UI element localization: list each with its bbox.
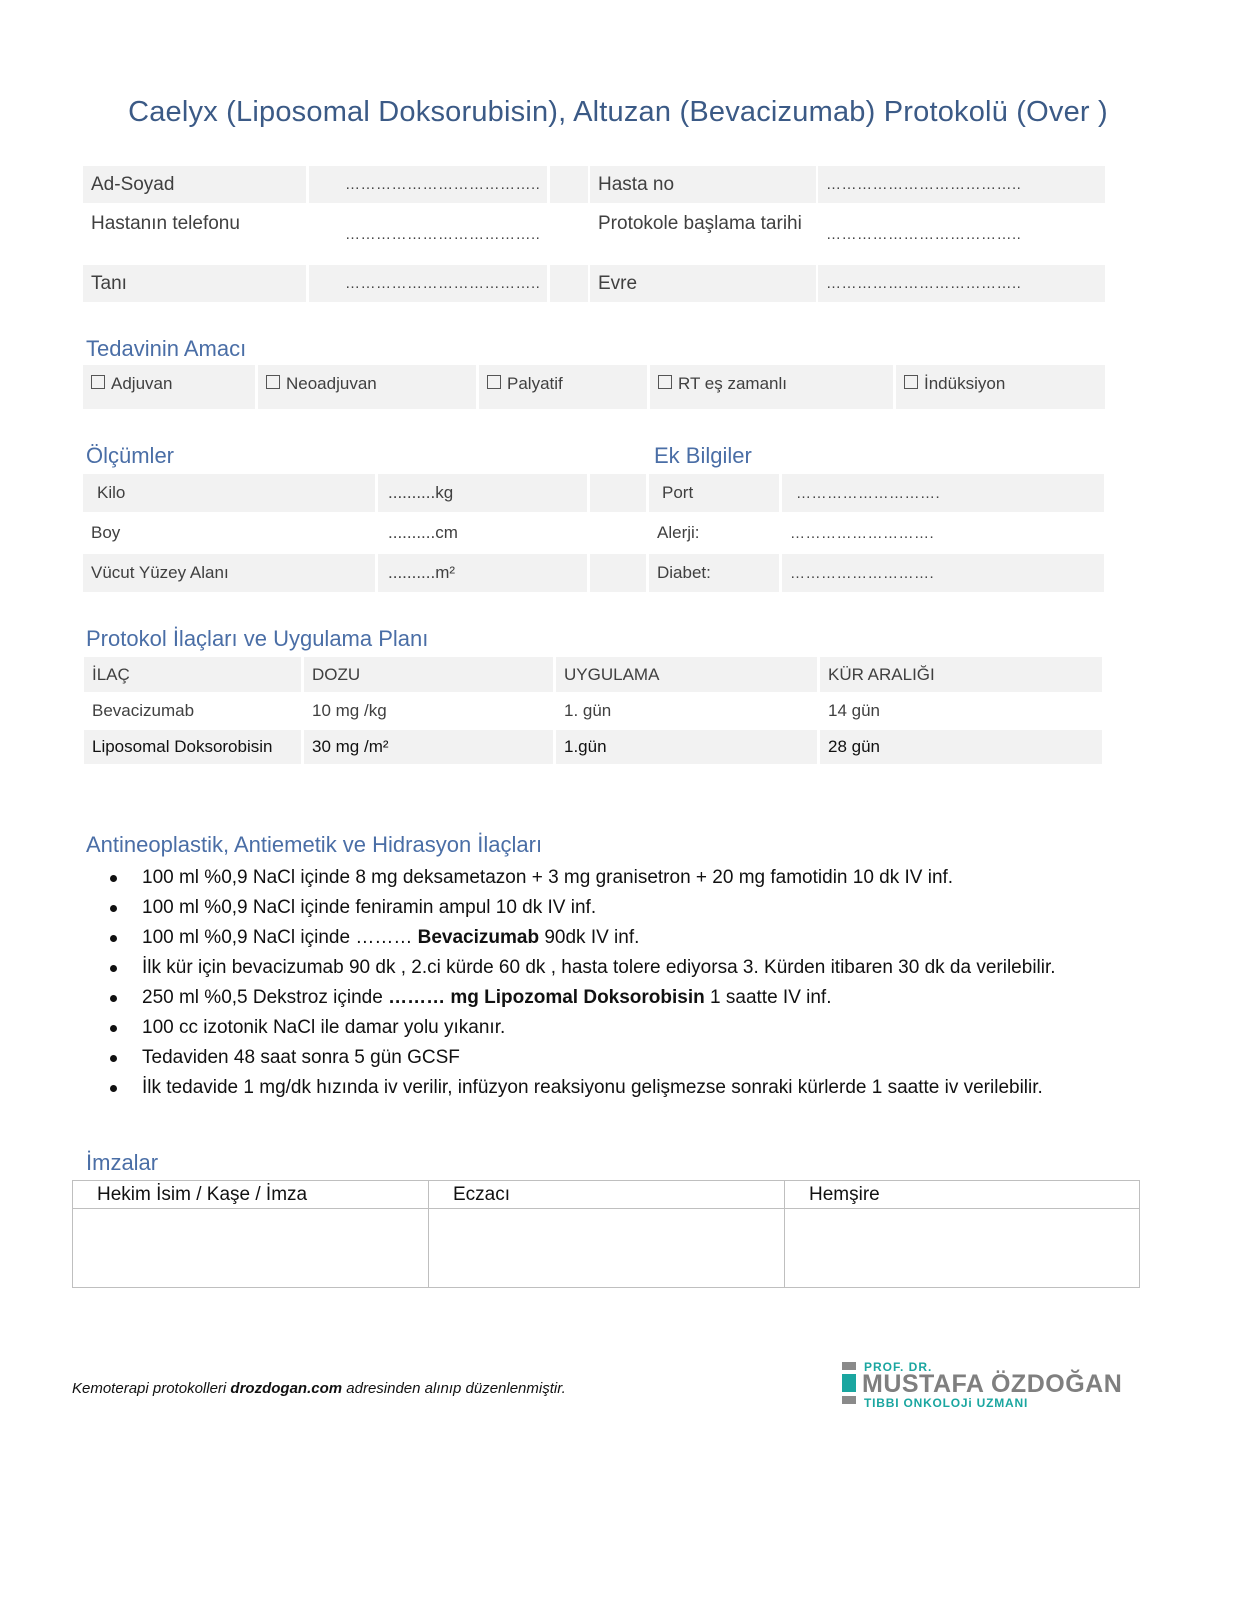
purpose-heading: Tedavinin Amacı	[86, 336, 247, 361]
bullet-icon	[110, 905, 117, 912]
name-placeholder: ………………………………..	[345, 176, 541, 193]
drug-cycle: 28 gün	[820, 730, 1102, 764]
logo-bar-icon	[842, 1396, 856, 1404]
checkbox-icon[interactable]	[266, 375, 280, 389]
drug-dose: 10 mg /kg	[304, 694, 553, 728]
bullet-icon	[110, 935, 117, 942]
height-label: Boy	[83, 514, 375, 552]
diagnosis-placeholder: ………………………………..	[345, 275, 541, 292]
checkbox-icon[interactable]	[487, 375, 501, 389]
name-label: Ad-Soyad	[83, 166, 306, 203]
name-field[interactable]	[309, 166, 547, 203]
measurements-heading: Ölçümler	[86, 443, 175, 468]
option-label: İndüksiyon	[924, 374, 1006, 393]
drug-dose: 30 mg /m²	[304, 730, 553, 764]
option-label: Adjuvan	[111, 374, 173, 393]
allergy-value[interactable]	[782, 514, 1104, 552]
allergy-label: Alerji:	[649, 514, 779, 552]
bullet-icon	[110, 965, 117, 972]
logo-line1: PROF. DR.	[864, 1360, 933, 1374]
bsa-label: Vücut Yüzey Alanı	[83, 554, 375, 592]
drug-name: Liposomal Doksorobisin	[84, 730, 301, 764]
premed-list	[100, 864, 1110, 1104]
allergy-placeholder: ……………………….	[790, 524, 935, 542]
height-value[interactable]: ..........cm	[378, 514, 587, 552]
option-rt[interactable]	[650, 365, 893, 409]
option-label: RT eş zamanlı	[678, 374, 787, 393]
sig-doctor[interactable]	[73, 1181, 429, 1287]
bullet-icon	[110, 1025, 117, 1032]
bsa-value[interactable]: ..........m²	[378, 554, 587, 592]
list-item	[100, 954, 1110, 984]
sig-doctor-label: Hekim İsim / Kaşe / İmza	[73, 1181, 428, 1209]
logo-bar-icon	[842, 1362, 856, 1370]
item-text: 250 ml %0,5 Dekstroz içinde	[142, 987, 389, 1008]
drugs-heading: Protokol İlaçları ve Uygulama Planı	[86, 626, 429, 651]
col-cycle: KÜR ARALIĞI	[820, 657, 1102, 692]
footer-note	[72, 1380, 566, 1397]
diabetes-value[interactable]	[782, 554, 1104, 592]
option-adjuvan[interactable]	[83, 365, 255, 409]
list-item	[100, 894, 1110, 924]
option-label: Neoadjuvan	[286, 374, 377, 393]
signatures-heading: İmzalar	[86, 1150, 159, 1175]
option-label: Palyatif	[507, 374, 563, 393]
list-item	[100, 1014, 1110, 1044]
bullet-icon	[110, 995, 117, 1002]
diagnosis-label: Tanı	[83, 265, 306, 302]
port-value[interactable]	[782, 474, 1104, 512]
logo-line3: TIBBI ONKOLOJi UZMANI	[864, 1396, 1029, 1410]
checkbox-icon[interactable]	[658, 375, 672, 389]
list-item	[100, 1044, 1110, 1074]
signatures-table	[72, 1180, 1140, 1288]
item-text: İlk kür için bevacizumab 90 dk , 2.ci kürde 60 dk , hasta tolere ediyorsa 3. Kürden itibaren 30 dk da verilebilir.	[142, 957, 1056, 978]
option-palyatif[interactable]	[479, 365, 647, 409]
extra-heading: Ek Bilgiler	[654, 443, 752, 468]
logo-mark-icon	[842, 1374, 856, 1392]
item-text: 90dk IV inf.	[539, 927, 640, 948]
checkbox-icon[interactable]	[904, 375, 918, 389]
footer-text: adresinden alınıp düzenlenmiştir.	[342, 1380, 566, 1397]
item-text: 100 cc izotonik NaCl ile damar yolu yıkanır.	[142, 1017, 506, 1038]
bullet-icon	[110, 875, 117, 882]
logo-line2: MUSTAFA ÖZDOĞAN	[862, 1370, 1123, 1398]
phone-label: Hastanın telefonu	[83, 205, 306, 245]
diabetes-label: Diabet:	[649, 554, 779, 592]
item-bold: Bevacizumab	[417, 927, 540, 948]
col-dose: DOZU	[304, 657, 553, 692]
start-date-field[interactable]	[818, 205, 1105, 245]
start-date-label: Protokole başlama tarihi	[590, 205, 816, 245]
stage-label: Evre	[590, 265, 816, 302]
item-text: İlk tedavide 1 mg/dk hızında iv verilir, infüzyon reaksiyonu gelişmezse sonraki kürlerde 1 saatte iv verilebilir.	[142, 1077, 1043, 1098]
logo	[840, 1360, 1136, 1410]
col-drug: İLAÇ	[84, 657, 301, 692]
bullet-icon	[110, 1055, 117, 1062]
item-text: 100 ml %0,9 NaCl içinde 8 mg deksametazon + 3 mg granisetron + 20 mg famotidin 10 dk IV inf.	[142, 867, 954, 888]
drug-admin: 1. gün	[556, 694, 817, 728]
sig-pharmacist[interactable]	[429, 1181, 785, 1287]
footer-text: Kemoterapi protokolleri	[72, 1380, 231, 1397]
checkbox-icon[interactable]	[91, 375, 105, 389]
page-title: Caelyx (Liposomal Doksorubisin), Altuzan (Bevacizumab) Protokolü (Over )	[128, 96, 1108, 128]
sig-pharmacist-label: Eczacı	[429, 1181, 784, 1209]
drug-cycle: 14 gün	[820, 694, 1102, 728]
diabetes-placeholder: ……………………….	[790, 564, 935, 582]
item-text: 100 ml %0,9 NaCl içinde feniramin ampul 10 dk IV inf.	[142, 897, 597, 918]
premed-heading: Antineoplastik, Antiemetik ve Hidrasyon İlaçları	[86, 832, 543, 857]
list-item	[100, 1074, 1110, 1104]
item-text: Tedaviden 48 saat sonra 5 gün GCSF	[142, 1047, 460, 1068]
spacer-cell	[590, 554, 646, 592]
col-admin: UYGULAMA	[556, 657, 817, 692]
start-date-placeholder: ………………………………..	[826, 226, 1022, 243]
item-text: 1 saatte IV inf.	[704, 987, 832, 1008]
option-neoadjuvan[interactable]	[258, 365, 476, 409]
stage-placeholder: ………………………………..	[826, 275, 1022, 292]
sig-nurse-label: Hemşire	[785, 1181, 1139, 1209]
patient-no-field[interactable]	[818, 166, 1105, 203]
bullet-icon	[110, 1085, 117, 1092]
spacer-cell	[550, 166, 588, 203]
phone-placeholder: ………………………………..	[345, 226, 541, 243]
list-item	[100, 984, 1110, 1014]
stage-field[interactable]	[818, 265, 1105, 302]
weight-label: Kilo	[83, 474, 375, 512]
phone-field[interactable]	[309, 205, 547, 245]
sig-nurse[interactable]	[785, 1181, 1139, 1287]
spacer-cell	[550, 265, 588, 302]
spacer-cell	[590, 474, 646, 512]
drug-name: Bevacizumab	[84, 694, 301, 728]
patient-no-placeholder: ………………………………..	[826, 176, 1022, 193]
port-placeholder: ……………………….	[796, 484, 941, 502]
diagnosis-field[interactable]	[309, 265, 547, 302]
item-text: 100 ml %0,9 NaCl içinde ………	[142, 927, 418, 948]
weight-value[interactable]: ..........kg	[378, 474, 587, 512]
drug-admin: 1.gün	[556, 730, 817, 764]
footer-link[interactable]: drozdogan.com	[230, 1380, 343, 1397]
port-label: Port	[649, 474, 779, 512]
item-bold: ……… mg Lipozomal Doksorobisin	[388, 987, 705, 1008]
list-item	[100, 864, 1110, 894]
option-induksiyon[interactable]	[896, 365, 1105, 409]
patient-no-label: Hasta no	[590, 166, 816, 203]
list-item	[100, 924, 1110, 954]
